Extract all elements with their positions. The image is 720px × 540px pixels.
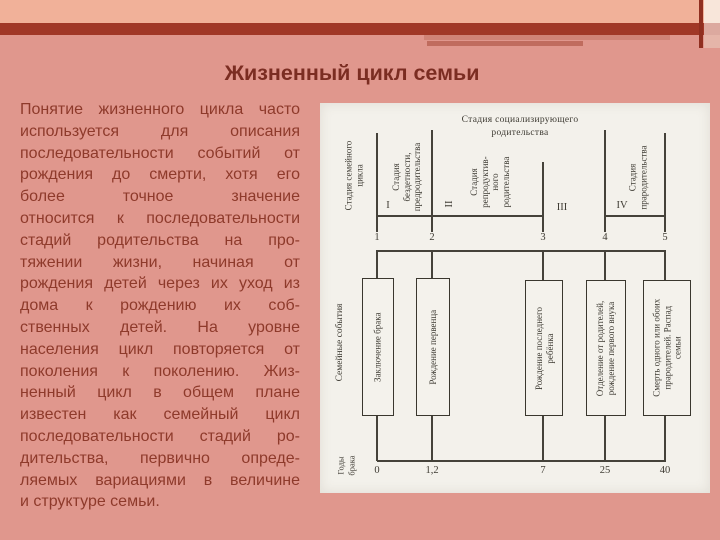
stage-label-line: Стадия bbox=[391, 163, 402, 191]
stage-line-5 bbox=[664, 133, 666, 232]
body-line: рождения до смерти, хотя его bbox=[20, 166, 300, 184]
body-text-block bbox=[20, 99, 300, 513]
stage-label-line: предродительства bbox=[412, 142, 423, 212]
timeline-top-line bbox=[377, 250, 666, 252]
body-line: последовательности событий от bbox=[20, 144, 300, 162]
event-box-line: Рождение первенца bbox=[427, 309, 438, 385]
event-box-line: Рождение последнего bbox=[533, 306, 544, 390]
body-line: известен как семейный цикл bbox=[20, 406, 300, 424]
stage-line-2 bbox=[431, 130, 433, 232]
years-axis-label bbox=[336, 448, 357, 484]
body-line: ственных детей. На уровне bbox=[20, 318, 300, 336]
body-line: дительства, первично опреде- bbox=[20, 449, 300, 467]
stage-label-line: Стадия bbox=[469, 168, 479, 196]
event-box-label bbox=[534, 307, 555, 390]
point-number-3: 3 bbox=[540, 232, 546, 243]
years-axis-label-line: Годы bbox=[335, 456, 346, 475]
year-tick-2: 7 bbox=[540, 465, 546, 476]
top-band-right bbox=[704, 0, 720, 23]
stage-line-4 bbox=[604, 130, 606, 232]
event-box-line: Заключение брака bbox=[372, 312, 383, 382]
body-line: поколения к поколению. Жиз- bbox=[20, 362, 300, 380]
accent-vertical-line bbox=[699, 0, 703, 48]
body-line: стадий родительства на про- bbox=[20, 231, 300, 249]
stage-bracket-line-right bbox=[605, 215, 666, 217]
roman-numeral-3: III bbox=[556, 202, 568, 213]
roman-numeral-2: II bbox=[442, 200, 454, 208]
slide-title: Жизненный цикл семьи bbox=[224, 61, 480, 85]
event-box-marriage bbox=[362, 278, 394, 416]
events-axis-label-line: Семейные события bbox=[335, 303, 346, 382]
body-line: тяжении жизни, начиная от bbox=[20, 253, 300, 271]
stage-line-1 bbox=[376, 133, 378, 232]
title-accent-bar-right bbox=[704, 23, 720, 35]
roman-numeral-4: IV bbox=[616, 200, 628, 211]
roman-numeral-1: I bbox=[386, 200, 390, 211]
point-number-1: 1 bbox=[374, 232, 380, 243]
year-tick-3: 25 bbox=[599, 465, 611, 476]
body-line: населения цикл повторяется от bbox=[20, 340, 300, 358]
event-box-death bbox=[643, 280, 691, 416]
year-tick-4: 40 bbox=[659, 465, 671, 476]
event-box-label bbox=[596, 300, 617, 395]
stage-label-line: родительства bbox=[500, 156, 511, 208]
diagram-panel bbox=[320, 103, 710, 493]
year-tick-1: 1,2 bbox=[425, 465, 439, 476]
stage-line-3 bbox=[542, 162, 544, 232]
stage-label-line: прародительства bbox=[638, 145, 648, 210]
body-line: ненный цикл в общем плане bbox=[20, 384, 300, 402]
stage-label-line: Стадия bbox=[627, 163, 638, 192]
accent-line-1 bbox=[424, 35, 670, 40]
body-line: рождения детей через их уход из bbox=[20, 275, 300, 293]
event-box-line: Смерть одного или обоих bbox=[651, 299, 662, 397]
diagram-header-line: родительства bbox=[491, 128, 549, 138]
event-box-line: семьи bbox=[672, 336, 683, 360]
event-box-line: ребёнка bbox=[544, 332, 554, 364]
years-axis-label-line: брака bbox=[346, 455, 356, 476]
body-line: используется для описания bbox=[20, 122, 300, 140]
stage-label-reproductive bbox=[469, 146, 511, 218]
body-line: более точное значение bbox=[20, 188, 300, 206]
event-box-label bbox=[651, 299, 683, 397]
body-line: и структуре семьи. bbox=[20, 493, 160, 511]
top-band bbox=[0, 0, 704, 23]
diagram-header-line: Стадия социализирующего bbox=[461, 115, 579, 125]
year-tick-0: 0 bbox=[374, 465, 380, 476]
event-box-last-child bbox=[525, 280, 563, 416]
point-number-2: 2 bbox=[429, 232, 435, 243]
stage-label-line: бездетности, bbox=[401, 152, 412, 202]
event-box-separation bbox=[586, 280, 626, 416]
years-axis-line bbox=[377, 460, 666, 462]
event-box-label bbox=[428, 310, 439, 385]
title-accent-bar bbox=[0, 23, 704, 35]
title-accent-bar-right-shadow bbox=[704, 35, 720, 48]
body-line: относится к последовательности bbox=[20, 209, 300, 227]
body-line: Понятие жизненного цикла часто bbox=[20, 101, 300, 118]
cycle-axis-label-line: цикла bbox=[354, 164, 364, 187]
body-line: ляемых вариациями в величине bbox=[20, 471, 300, 489]
accent-line-2 bbox=[427, 41, 583, 46]
stage-label-line: ного bbox=[490, 173, 500, 191]
event-box-line: Отделение от родителей, bbox=[595, 300, 606, 396]
events-axis-label bbox=[335, 295, 346, 390]
body-line: дома к рождению их соб- bbox=[20, 297, 300, 315]
cycle-axis-label-line: Стадия семейного bbox=[343, 140, 354, 211]
event-box-line: рождение первого внука bbox=[606, 301, 616, 395]
stage-label-line: репродуктив- bbox=[479, 156, 490, 208]
cycle-axis-label bbox=[344, 132, 365, 220]
event-box-label bbox=[373, 312, 384, 381]
stage-label-childless bbox=[391, 135, 423, 219]
stage-bracket-line-left bbox=[377, 215, 544, 217]
point-number-4: 4 bbox=[602, 232, 608, 243]
point-number-5: 5 bbox=[662, 232, 668, 243]
event-box-first-child bbox=[416, 278, 450, 416]
body-line: последовательности стадий ро- bbox=[20, 427, 300, 445]
event-box-line: прародителей. Распад bbox=[661, 306, 672, 390]
